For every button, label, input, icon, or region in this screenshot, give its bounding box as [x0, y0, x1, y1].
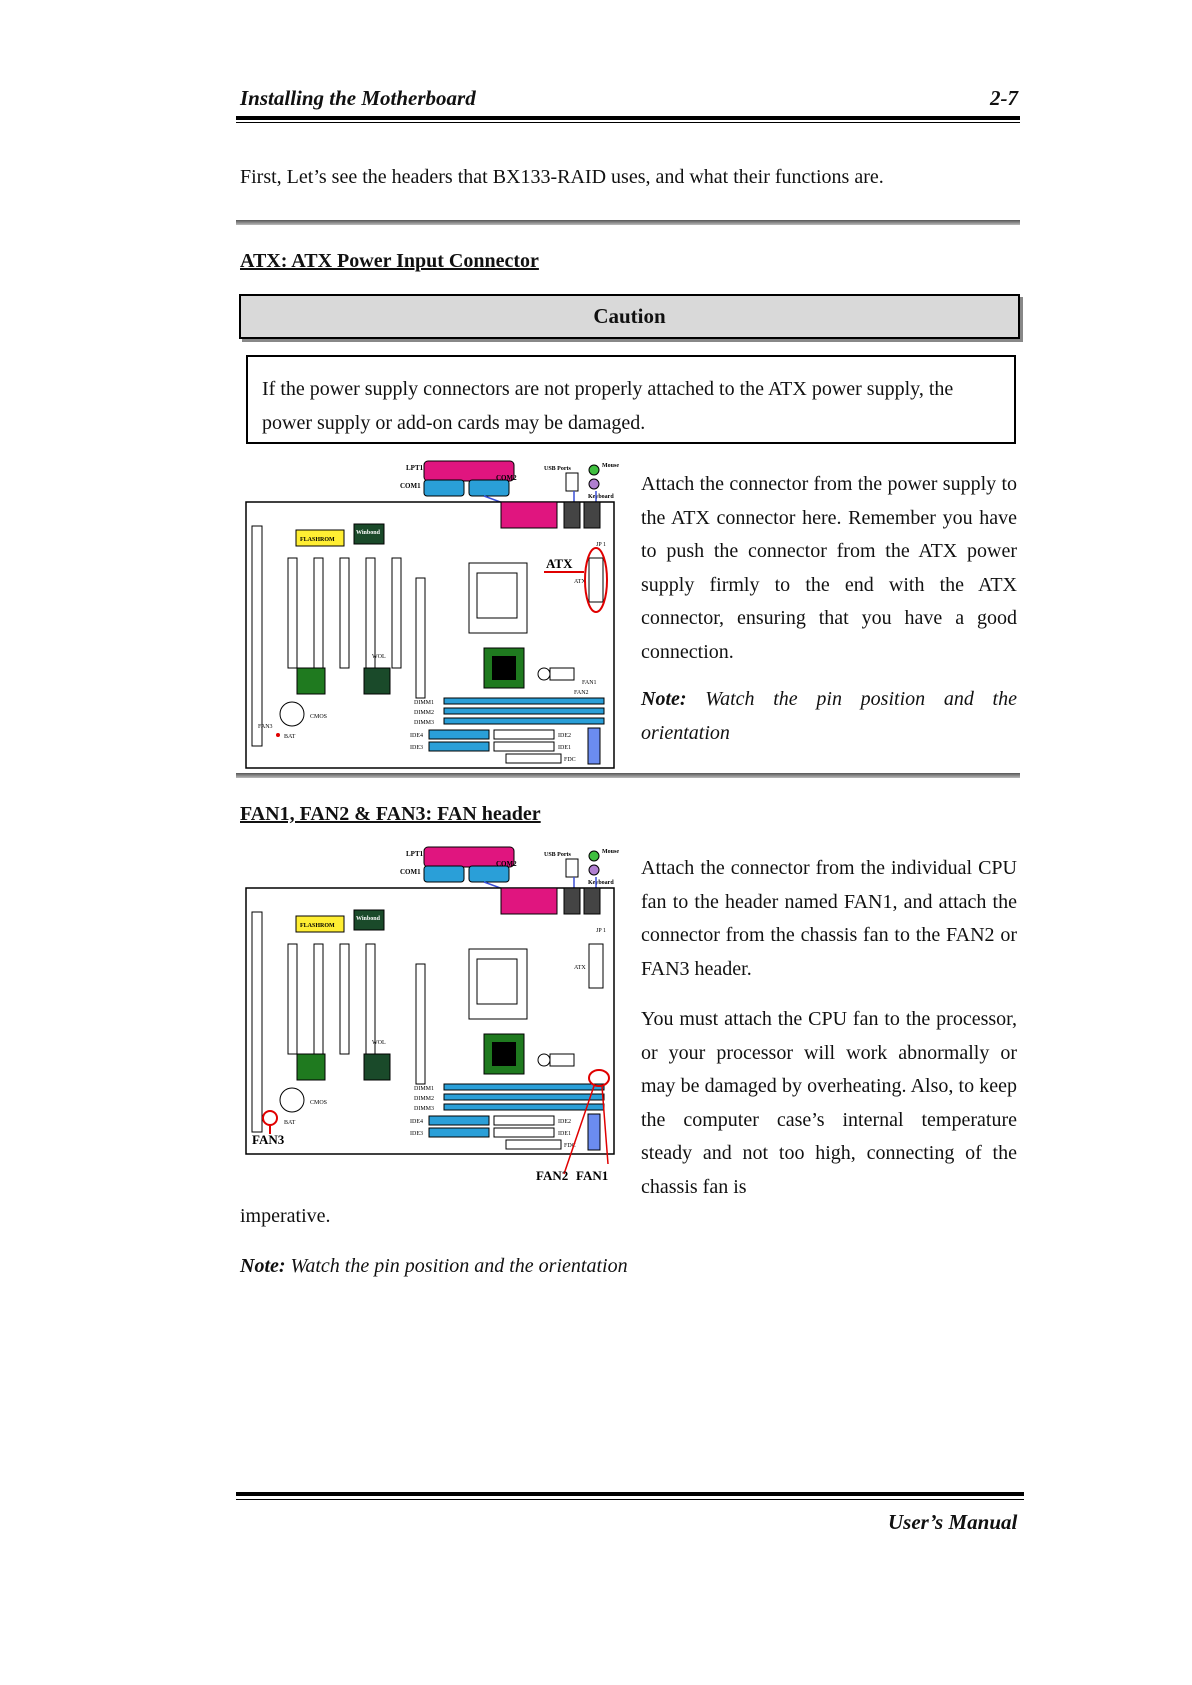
label-keyboard-2: Keyboard	[588, 880, 614, 886]
label-bat-2: BAT	[284, 1120, 296, 1126]
footer-rule-thick	[236, 1492, 1024, 1496]
header-rule-thin	[236, 122, 1020, 123]
label-mouse-2: Mouse	[602, 849, 619, 855]
label-com1: COM1	[400, 482, 421, 490]
label-flash: FLASHROM	[300, 537, 335, 543]
atx-note	[641, 683, 1017, 750]
label-winbond: Winbond	[356, 530, 380, 536]
fan-board-diagram	[244, 844, 619, 1184]
label-ide1-2: IDE1	[558, 1131, 571, 1137]
label-dimm2-2: DIMM2	[414, 1096, 435, 1102]
section-divider-2	[236, 773, 1020, 778]
header-title: Installing the Motherboard	[240, 86, 476, 110]
label-lpt1-2: LPT1	[406, 850, 424, 858]
fan-body-paragraph-2-tail: imperative.	[240, 1205, 331, 1227]
label-jp1-2: JP 1	[596, 928, 606, 934]
label-ide4-2: IDE4	[410, 1119, 423, 1125]
label-bat: BAT	[284, 734, 296, 740]
atx-board-diagram	[244, 458, 619, 770]
fan-note-label: Note:	[240, 1255, 286, 1277]
label-winbond-2: Winbond	[356, 916, 380, 922]
label-ide2-2: IDE2	[558, 1119, 571, 1125]
fan1-callout-label: FAN1	[576, 1168, 609, 1183]
caution-message: If the power supply connectors are not properly attached to the ATX power supply, the power supply or add-on cards may be damaged.	[262, 378, 954, 434]
label-dimm1-2: DIMM1	[414, 1086, 435, 1092]
label-keyboard: Keyboard	[588, 494, 614, 500]
header-rule-thick	[236, 116, 1020, 120]
label-ide1: IDE1	[558, 745, 571, 751]
label-dimm1: DIMM1	[414, 700, 435, 706]
fan-note-text: Watch the pin position and the orientation	[290, 1255, 628, 1277]
atx-callout-label: ATX	[546, 556, 573, 571]
label-ide4: IDE4	[410, 733, 423, 739]
label-com1-2: COM1	[400, 868, 421, 876]
atx-note-label: Note:	[641, 688, 687, 710]
label-mouse: Mouse	[602, 463, 619, 469]
atx-note-text: Watch the pin position and the orientation	[641, 688, 1017, 744]
label-fan3-small: FAN3	[258, 724, 273, 730]
label-usb: USB Ports	[544, 466, 571, 472]
footer-title: User’s Manual	[888, 1510, 1018, 1534]
label-dimm3: DIMM3	[414, 720, 435, 726]
label-wol-2: WOL	[372, 1040, 386, 1046]
fan-note	[240, 1250, 1020, 1284]
label-ide2: IDE2	[558, 733, 571, 739]
label-dimm3-2: DIMM3	[414, 1106, 435, 1112]
fan-body-paragraph-2: You must attach the CPU fan to the processor, or your processor will work abnormally or may be damaged by overheating. Also, to keep the computer case’s internal temperature steady and not too high, connecting of the chassis fan is	[641, 1008, 1017, 1198]
fan3-callout-label: FAN3	[252, 1132, 285, 1147]
label-jp1: JP 1	[596, 542, 606, 548]
caution-label: Caution	[593, 304, 666, 328]
label-atx-small: ATX	[574, 579, 586, 585]
label-wol: WOL	[372, 654, 386, 660]
label-atx-2: ATX	[574, 965, 586, 971]
label-fdc-2: FDC	[564, 1143, 576, 1149]
label-cmos-2: CMOS	[310, 1100, 328, 1106]
caution-banner	[239, 294, 1020, 339]
label-cmos: CMOS	[310, 714, 328, 720]
label-ide3: IDE3	[410, 745, 423, 751]
label-fdc: FDC	[564, 757, 576, 763]
caution-message-box	[246, 355, 1016, 444]
header-page-number: 2-7	[990, 86, 1018, 110]
label-fan1-small: FAN1	[582, 680, 597, 686]
intro-text: First, Let’s see the headers that BX133-RAID uses, and what their functions are.	[240, 166, 884, 188]
label-ide3-2: IDE3	[410, 1131, 423, 1137]
label-com2: COM2	[496, 474, 517, 482]
label-usb-2: USB Ports	[544, 852, 571, 858]
fan-body-paragraph-1: Attach the connector from the individual CPU fan to the header named FAN1, and attach the connector from the chassis fan to the FAN2 or FAN3 header.	[641, 857, 1017, 980]
fan2-callout-label: FAN2	[536, 1168, 569, 1183]
atx-section-title: ATX: ATX Power Input Connector	[240, 250, 539, 272]
section-divider	[236, 220, 1020, 225]
label-lpt1: LPT1	[406, 464, 424, 472]
fan-section-title: FAN1, FAN2 & FAN3: FAN header	[240, 803, 541, 825]
label-dimm2: DIMM2	[414, 710, 435, 716]
label-com2-2: COM2	[496, 860, 517, 868]
label-flash-2: FLASHROM	[300, 923, 335, 929]
atx-body-text: Attach the connector from the power supply to the ATX connector here. Remember you have to push the connector from the ATX power supply firmly to the end with the ATX connector, ensuring that you have a good connection.	[641, 473, 1017, 663]
footer-rule-thin	[236, 1499, 1024, 1500]
label-fan2-small: FAN2	[574, 690, 589, 696]
